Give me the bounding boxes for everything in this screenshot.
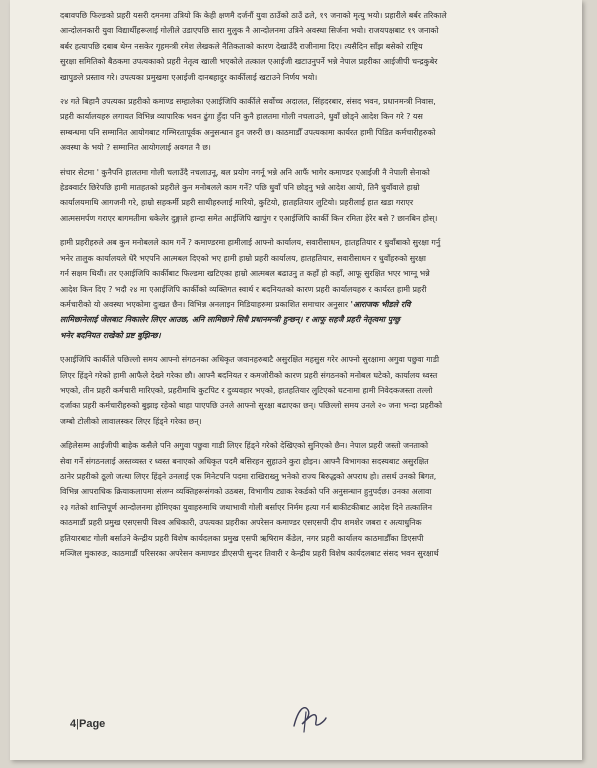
page-footer: [70, 718, 105, 730]
signature: [290, 700, 330, 736]
paragraph-line: मञ्जिल मुकारुङ, काठमाडौं परिसरका अपरेसन कमाण्डर डीएसपी सुन्दर तिवारी र केन्द्रीय प्रहरी विशेष कार्यदलबाट संसद भवन सुरक्षार्थ: [60, 549, 439, 558]
paragraph: [60, 165, 568, 227]
emphasized-line: भनेर बदनियत राखेको प्रष्ट बुझिन्छ।: [60, 330, 161, 340]
paragraph-line: कर्मचारीको यो अवस्था भएकोमा दुःखत छैन। विभिन्न अनलाइन मिडियाहरुमा प्रकाशित समाचार अनुसार 'आराजक भीडले रवि: [60, 299, 411, 309]
paragraph-line: संचार सेटमा ' कुनैपनि हालतमा गोली चलाउँदै नचलाउनू, बल प्रयोग नगर्नू भन्ने अनि आफैं भागेर कमाण्डर एआईजी नै नेपाली सेनाको: [60, 167, 430, 177]
paragraph-line: हेडक्वार्टर छिरेपछि हामी मातहतको प्रहरीले कुन मनोबलले काम गर्ने? पछि धुवाँ पनि छोड्नु भन्ने आदेश आयो, तिनै धुवाँवाले हाम्रो: [60, 183, 420, 193]
page-number: 4: [70, 718, 77, 730]
document-body: [60, 8, 568, 570]
paragraph-line: एआईजिपि कार्कीले पछिल्लो समय आफ्नो संगठनका अधिकृत जवानहरुबाटै असुरक्षित महसुस गरेर आफ्नो सुरक्षामा अगुवा पछुवा गाडी: [60, 355, 439, 365]
paragraph-line: दबावपछि फिल्डको प्रहरी यसरी दमनमा उत्रियो कि केही क्षणमै दर्जनौं युवा ठाउँको ठाउँ ढले, १९ जनाको मृत्यु भयो। प्रहारीले बर्बर तरिकाले: [60, 11, 447, 20]
paragraph-line: लिएर हिंड्ने गरेको हामी आफैले देख्ने गरेका छौ। आफ्नै बदनियत र कमजोरीको कारण प्रहरी संगठनको मनोबल घटेको, कार्यालय ध्वस्त: [60, 370, 438, 380]
paragraph-line: आन्दोलनकारी युवा विद्यार्थीहरूलाई गोलीले उडाएपछि सारा मुलुक नै आन्दोलनमा उत्रिने अवस्था सिर्जना भयो। राजयपक्षबाट १९ जनाको: [60, 26, 439, 36]
page-label: Page: [78, 718, 106, 730]
paragraph-line: बर्बर हत्यापछि दबाब थेग्न नसकेर गृहमन्त्री रमेश लेखकले नैतिकताको कारण देखाउँदै राजीनामा दिए। त्यसैदिन साँझ बसेको राष्ट्रिय: [60, 41, 423, 51]
paragraph-line: प्रहरी कार्यालयहरु लगायत विभिन्न व्यापारिक भवन ढुंगा हुँदा पनि कुनै हालतमा गोली नचलाउने, धुवाँ छोड्ने आदेश किन गरे ? यस: [60, 112, 423, 122]
emphasized-line: लामिछानेलाई जेलबाट निकालेर लिएर आउछ, अनि लामिछाने सिधै प्रधानमन्त्री हुन्छन्। र आफू सहजै प्रहरी नेतृत्वमा पुग्छु: [60, 315, 400, 325]
paragraph-line: गर्न सक्षम थियौं। तर एआईजिपि कार्कीबाट फिल्डमा खटिएका हाम्रो आत्मबल बढाउनु त कहाँ हो कहाँ, आफू सुरक्षित भएर भाग्नू भन्ने: [60, 269, 430, 279]
paragraph-line: २३ गतेको शान्तिपूर्ण आन्दोलनमा होमिएका युवाहरुमाथि जथाभावी गोली बर्साएर निर्मम हत्या गर्न बाकीटकीबाट आदेश दिने तत्कालिन: [60, 502, 432, 512]
paragraph-line: काठमाडौं प्रहरी प्रमुख एसएसपी विश्व अधिकारी, उपत्यका प्रहरीका अपरेसन कमाण्डर एसएसपी दीप शमशेर जबरा र अत्याधुनिक: [60, 518, 422, 528]
document-page: [10, 0, 582, 760]
paragraph-line: हामी प्रहरीहरुले अब कुन मनोबलले काम गर्ने ? कमाण्डरमा हामीलाई आफ्नो कार्यालय, सवारीसाधन, हातहतियार र धुवाँबाको सुरक्षा गर्नु: [60, 238, 441, 248]
paragraph-line: कार्यालयमाथि आगजनी गरे, हाम्रो सहकर्मी प्रहरी साथीहरुलाई मारियो, कुटियो, हातहतियार लुटियो। प्रहरीलाई हात खडा गराएर: [60, 198, 414, 208]
paragraph-line: भएको, तीन प्रहरी कर्मचारी मारिएको, प्रहरीमाथि कुटपिट र दुव्यवहार भएको, हातहतियार लुटिएको घटनामा हामी निवेदकजस्ता तल्लो: [60, 385, 433, 395]
paragraph-line: हतियारबाट गोली बर्साउने केन्द्रीय प्रहरी विशेष कार्यदलका प्रमुख एसपी ऋषिराम कँडेल, नगर प्रहरी कार्यालय काठमाडौँका डिएसपी: [60, 533, 424, 543]
paragraph: [60, 438, 568, 561]
paragraph-line: भनेर तालुक कार्यालयले धेरै भएपनि आत्मबल दिएको भए हामी हाम्रो प्रहरी कार्यालय, हातहतियार, सवारीसाधन र धुवाँहरुको सुरक्षा: [60, 253, 426, 263]
paragraph-line: जम्बो टोलीको लावालस्कर लिएर हिंड्ने गरेका छन्।: [60, 416, 202, 426]
paragraph-line: ठानेर प्रहरीको ठूलो जत्था लिएर हिंड्ने उनलाई एक मिनेटपनि पदमा राखिराख्नु भनेको राज्य बिरुद्धको अपराध हो। तसर्थ उनको बिगत,: [60, 471, 437, 481]
paragraph-line: आत्मसमर्पण गराएर बागमतीमा धकेलेर दुङ्गाले हान्दा समेत आईजिपि खापुंग र एआईजिपि कार्की किन रमिता हेरेर बसे ? छानबिन होस्।: [60, 213, 438, 223]
paragraph: [60, 94, 568, 156]
paragraph: [60, 352, 568, 429]
paragraph: [60, 235, 568, 343]
paragraph-line: विभिन्न आपराधिक क्रियाकलापमा संलग्न व्यक्तिहरूसंगको उठबस, विभागीय ट्याक रेकर्डको पनि अनुसन्धान हुनुपर्दछ। उनका अलावा: [60, 487, 432, 497]
paragraph-line: सुरक्षा समितिको बैठकमा उपत्यकाको प्रहरी नेतृत्व खाली भएकोले तत्काल एआईजी खटाउनुपर्ने भन्ने नेपाल प्रहरीका आईजीपी चन्द्रकुबेर: [60, 57, 438, 67]
page-separator: |: [76, 718, 79, 730]
paragraph-line: अवस्था के भयो ? सम्मानित आयोगलाई अवगत नै छ।: [60, 143, 211, 153]
paragraph-line: सम्बन्धमा पनि सम्मानित आयोगबाट गम्भिरतापूर्वक अनुसन्धान हुन जरुरी छ। काठमाडौँ उपत्यकामा कार्यरत हामी पिडित कर्मचारीहरुको: [60, 127, 436, 137]
paragraph-line: खापुङले प्रस्ताव गरे। उपत्यका प्रमुखमा एआईजी दानबहादुर कार्कीलाई खटाउने निर्णय भयो।: [60, 72, 318, 82]
paragraph-line: सेवा गर्ने संगठनलाई अस्तव्यस्त र ध्वस्त बनाएको अधिकृत पदमै बसिरहन सुहाउने कुरा होइन। आफ्नै विभागका सदस्यबाट असुरक्षित: [60, 456, 429, 466]
paragraph-line: आदेश किन दिए ? भदौ २४ मा एआईजिपि कार्कीको व्यक्तिगत स्वार्थ र बदनियतको कारण प्रहरी कार्यालयहरु र कार्यरत हामी प्रहरी: [60, 284, 427, 294]
paragraph: [60, 8, 568, 85]
paragraph-line: २४ गते बिहानै उपत्यका प्रहरीको कमाण्ड सम्हालेका एआईजिपि कार्कीले सर्वोच्च अदालत, सिंहदरबार, संसद भवन, प्रधानमन्त्री निवास,: [60, 97, 436, 107]
paragraph-line: दर्जाका प्रहरी कर्मचारीहरुको बुझाइ रहेको थाहा पाएपछि उनले आफ्नो सुरक्षा बढाएका छन्। पछिल्लो समय उनले २० जना भन्दा प्रहरीको: [60, 401, 443, 411]
emphasized-quote: 'आराजक भीडले रवि: [350, 299, 411, 309]
paragraph-line: अहिलेसम्म आईजीपी बाहेक कसैले पनि अगुवा पछुवा गाडी लिएर हिंड्ने गरेको देखिएको सुनिएको छैन। नेपाल प्रहरी जस्तो जनताको: [60, 441, 428, 451]
